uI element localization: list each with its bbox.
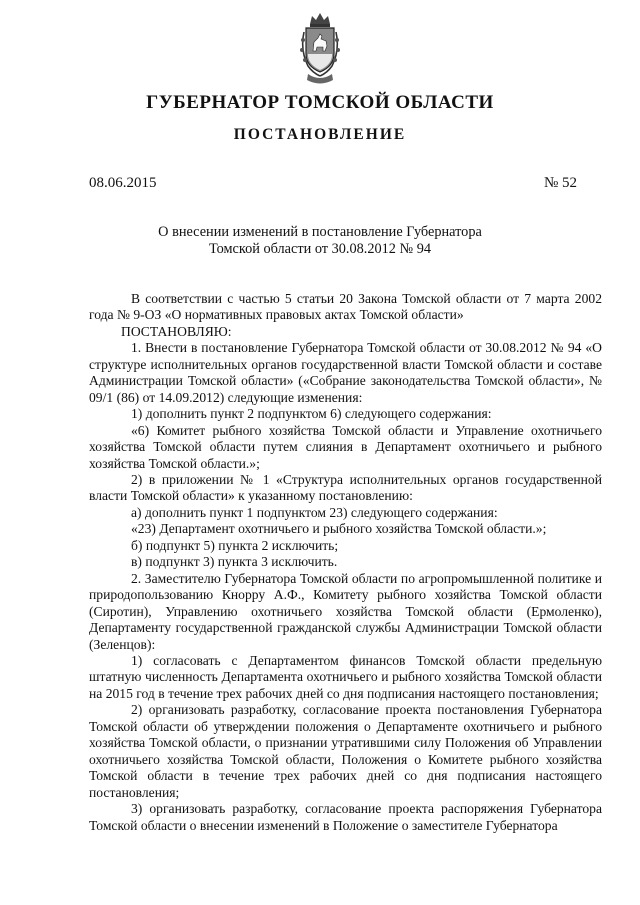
paragraph: 2) в приложении № 1 «Структура исполнительных органов государственной власти Томской области» к указанному постановлению: bbox=[89, 471, 602, 504]
paragraph: 2) организовать разработку, согласование проекта постановления Губернатора Томской области об утверждении положения о Департаменте охотничьего и рыбного хозяйства Томской области, о признании утратившими силу Положения об Управлении охотничьего хозяйства Томской области, Положения о Комитете рыбного хозяйства Томской области в течение трех рабочих дней со дня подписания настоящего постановления; bbox=[89, 702, 602, 800]
paragraph: а) дополнить пункт 1 подпунктом 23) следующего содержания: bbox=[131, 504, 498, 520]
paragraph: «6) Комитет рыбного хозяйства Томской области и Управление охотничьего хозяйства Томской области путем слияния в Департамент охотничьего и рыбного хозяйства Томской области.»; bbox=[89, 422, 602, 471]
tomsk-coat-of-arms-icon bbox=[300, 10, 340, 92]
subject-line: Томской области от 30.08.2012 № 94 bbox=[208, 240, 432, 257]
paragraph: 1) согласовать с Департаментом финансов Томской области предельную штатную численность Департамента охотничьего и рыбного хозяйства Томской области на 2015 год в течение трех рабочих дней со дня подписания настоящего постановления; bbox=[89, 652, 602, 701]
governor-title: ГУБЕРНАТОР ТОМСКОЙ ОБЛАСТИ bbox=[146, 92, 494, 113]
paragraph: б) подпункт 5) пункта 2 исключить; bbox=[131, 537, 339, 553]
decree-word: ПОСТАНОВЛЯЮ: bbox=[121, 323, 232, 339]
document-subject bbox=[0, 224, 640, 257]
document-number: № 52 bbox=[543, 175, 577, 191]
paragraph: 2. Заместителю Губернатора Томской области по агропромышленной политике и природопользованию Кнорру А.Ф., Комитету рыбного хозяйства Томской области (Сиротин), Управлению охотничьего хозяйства Томской области (Ермоленко), Департаменту государственной гражданской службы Администрации Томской области (Зеленцов): bbox=[89, 570, 602, 652]
paragraph: В соответствии с частью 5 статьи 20 Закона Томской области от 7 марта 2002 года № 9-ОЗ «О нормативных правовых актах Томской области» bbox=[89, 291, 602, 323]
paragraph: «23) Департамент охотничьего и рыбного хозяйства Томской области.»; bbox=[131, 521, 547, 537]
subject-line: О внесении изменений в постановление Губернатора bbox=[158, 224, 482, 240]
document-type: ПОСТАНОВЛЕНИЕ bbox=[233, 126, 407, 143]
document-body bbox=[89, 291, 602, 834]
paragraph: в) подпункт 3) пункта 3 исключить. bbox=[131, 554, 338, 570]
paragraph: 1) дополнить пункт 2 подпунктом 6) следующего содержания: bbox=[131, 406, 492, 422]
document-date: 08.06.2015 bbox=[89, 175, 157, 191]
paragraph: 3) организовать разработку, согласование проекта распоряжения Губернатора Томской области о внесении изменений в Положение о заместителе Губернатора bbox=[89, 801, 602, 833]
paragraph: 1. Внести в постановление Губернатора Томской области от 30.08.2012 № 94 «О структуре исполнительных органов государственной власти Томской области и составе Администрации Томской области» («Собрание законодательства Томской области», № 09/1 (86) от 14.09.2012) следующие изменения: bbox=[89, 340, 602, 405]
